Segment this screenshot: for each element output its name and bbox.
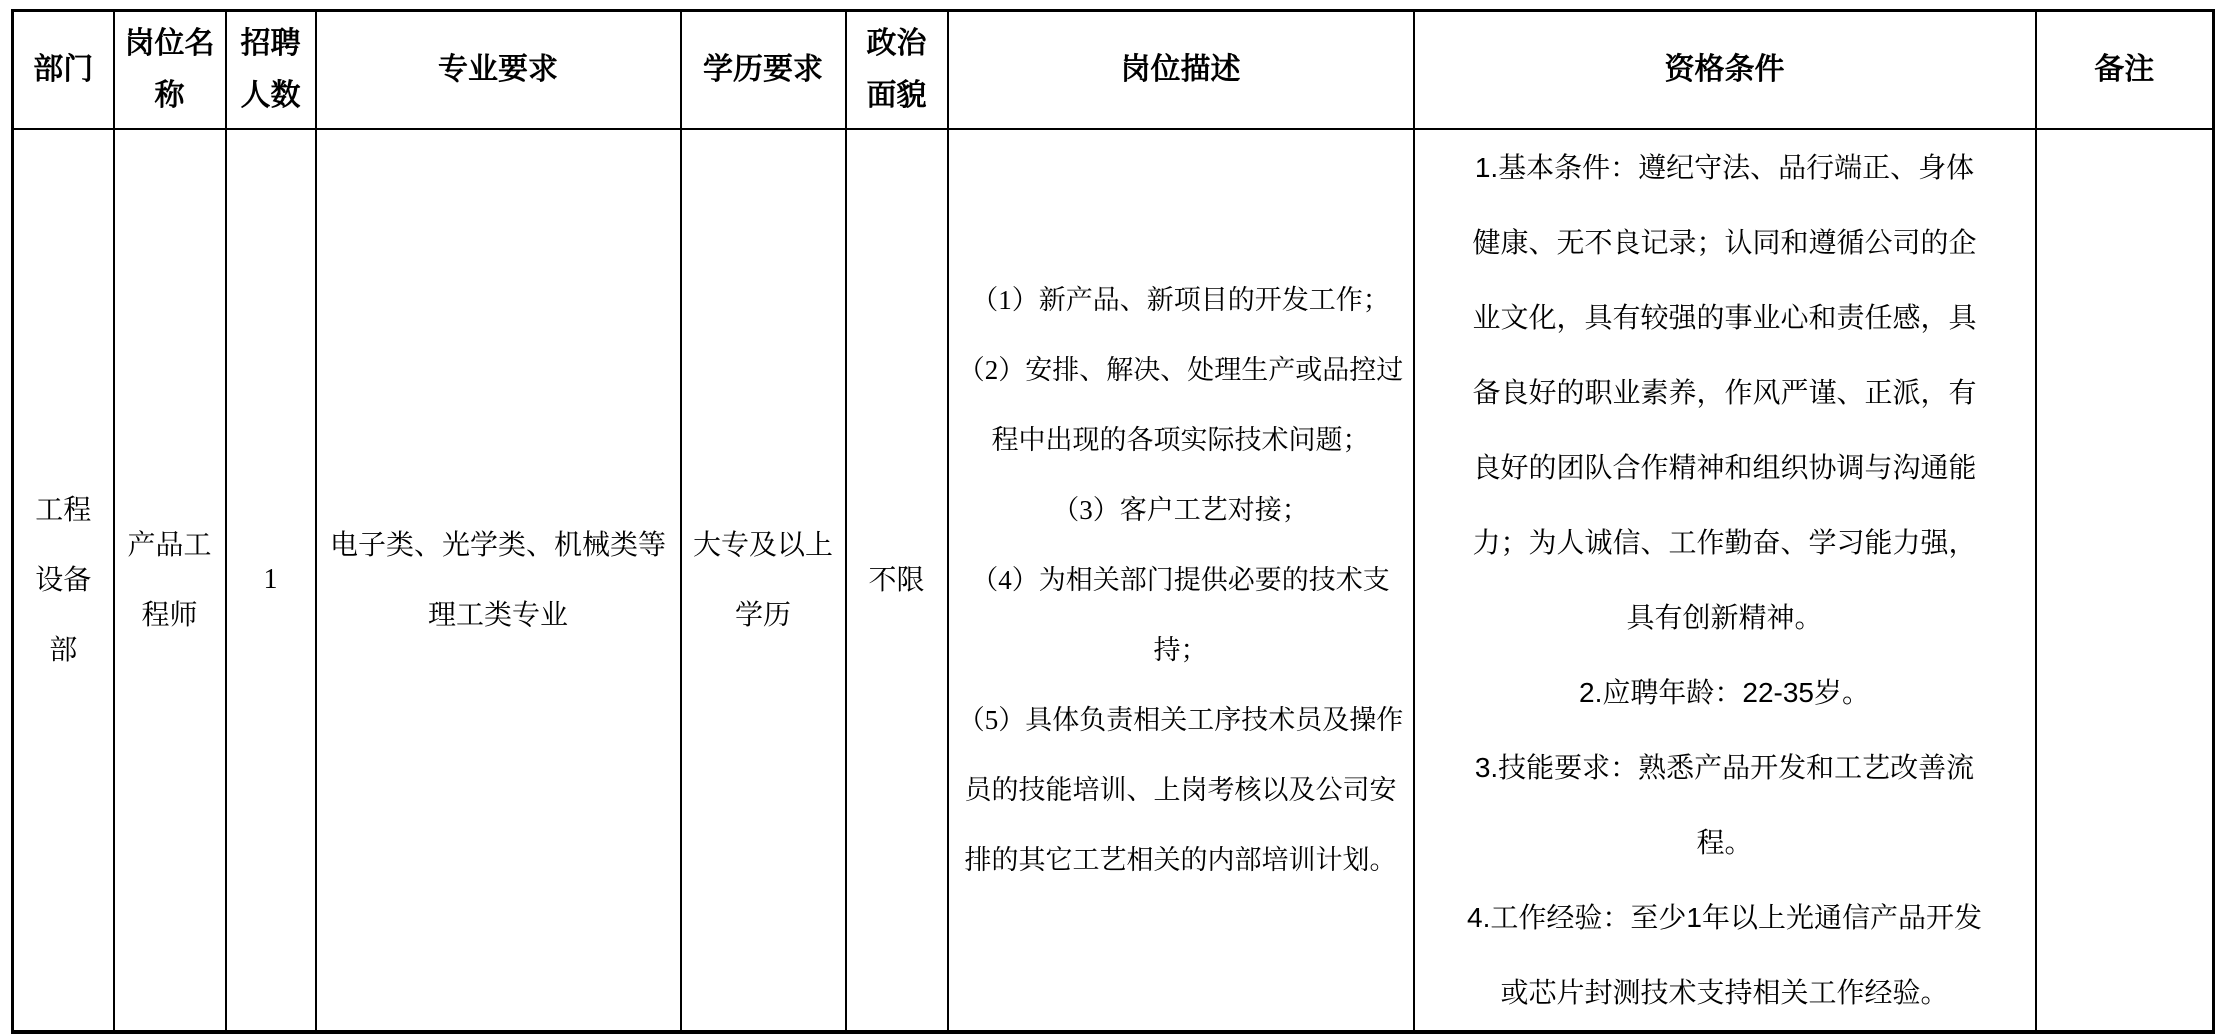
header-political-status: 政治面貌 [846,11,948,130]
paragraph: （1）新产品、新项目的开发工作； [971,285,1390,315]
position-cell: 产品工程师 [114,129,226,1032]
header-headcount: 招聘人数 [226,11,316,130]
header-row [13,11,2214,130]
education-requirement-cell: 大专及以上学历 [681,129,846,1032]
header-job-description: 岗位描述 [948,11,1414,130]
major-requirement-cell: 电子类、光学类、机械类等理工类专业 [316,129,681,1032]
header-qualifications: 资格条件 [1414,11,2036,130]
paragraph: 3.技能要求：熟悉产品开发和工艺改善流程。 [1474,752,1975,858]
paragraph: 4.工作经验：至少1年以上光通信产品开发或芯片封测技术支持相关工作经验。 [1467,902,1982,1008]
header-department: 部门 [13,11,114,130]
recruitment-table [11,9,2215,1034]
paragraph: 1.基本条件：遵纪守法、品行端正、身体健康、无不良记录；认同和遵循公司的企业文化，具有较强的事业心和责任感，具备良好的职业素养，作风严谨、正派，有良好的团队合作精神和组织协调与沟通能力；为人诚信、工作勤奋、学习能力强，具有创新精神。 [1472,152,1977,633]
recruitment-table-container [11,9,2215,1034]
headcount-cell: 1 [226,129,316,1032]
header-position: 岗位名称 [114,11,226,130]
remarks-cell [2036,129,2214,1032]
paragraph: 2.应聘年龄：22-35岁。 [1579,677,1870,708]
paragraph: （4）为相关部门提供必要的技术支持； [971,565,1390,665]
department-cell: 工程设备部 [13,129,114,1032]
header-remarks: 备注 [2036,11,2214,130]
table-row [13,129,2214,1032]
political-status-cell: 不限 [846,129,948,1032]
header-major: 专业要求 [316,11,681,130]
paragraph: （5）具体负责相关工序技术员及操作员的技能培训、上岗考核以及公司安排的其它工艺相关的内部培训计划。 [957,705,1404,875]
header-education: 学历要求 [681,11,846,130]
qualifications-cell [1414,129,2036,1032]
paragraph: （3）客户工艺对接； [1052,495,1309,525]
job-description-cell [948,129,1414,1032]
paragraph: （2）安排、解决、处理生产或品控过程中出现的各项实际技术问题； [957,355,1404,455]
